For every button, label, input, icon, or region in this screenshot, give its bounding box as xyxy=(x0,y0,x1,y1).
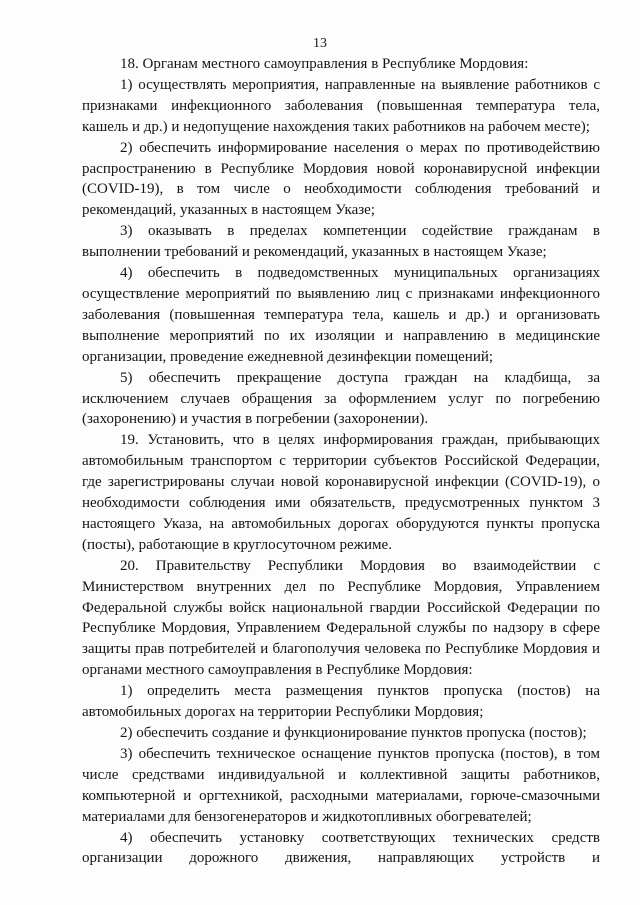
paragraph-18-item-5: 5) обеспечить прекращение доступа граждан на кладбища, за исключением случаев обращения за оформлением услуг по погребению (захоронению) и участия в погребении (захоронении). xyxy=(82,369,600,428)
paragraph-20-item-1: 1) определить места размещения пунктов пропуска (постов) на автомобильных дорогах на территории Республики Мордовия; xyxy=(82,683,600,721)
paragraph-18-item-2: 2) обеспечить информирование населения о мерах по противодействию распространению в Республике Мордовия новой коронавирусной инфекции (COVID-19), в том числе о необходимости соблюдения требований и рекомендаций, указанных в настоящем Указе; xyxy=(82,139,600,219)
page-number: 13 xyxy=(313,36,327,51)
paragraph-19: 19. Установить, что в целях информирования граждан, прибывающих автомобильным транспортом с территории субъектов Российской Федерации, где зарегистрированы случаи новой коронавирусной инфекции (COVID-19), о необходимости соблюдения ими обязательств, предусмотренных пунктом 3 настоящего Указа, на автомобильных дорогах оборудуются пункты пропуска (посты), работающие в круглосуточном режиме. xyxy=(82,432,600,553)
paragraph-18-item-4: 4) обеспечить в подведомственных муниципальных организациях осуществление мероприятий по выявлению лиц с признаками инфекционного заболевания (повышенная температура тела, кашель и др.) и организовать выполнение мероприятий по их изоляции и направлению в медицинские организации, проведение ежедневной дезинфекции помещений; xyxy=(82,265,600,365)
document-body xyxy=(82,54,600,869)
paragraph-20-item-4: 4) обеспечить установку соответствующих технических средств организации дорожного движения, направляющих устройств и xyxy=(82,829,600,867)
paragraph-18-item-1: 1) осуществлять мероприятия, направленные на выявление работников с признаками инфекционного заболевания (повышенная температура тела, кашель и др.) и недопущение нахождения таких работников на рабочем месте); xyxy=(82,76,600,135)
paragraph-20-item-2: 2) обеспечить создание и функционирование пунктов пропуска (постов); xyxy=(120,725,587,741)
paragraph-20-heading: 20. Правительству Республики Мордовия во взаимодействии с Министерством внутренних дел по Республике Мордовия, Управлением Федеральной службы войск национальной гвардии Российской Федерации по Республике Мордовия, Управлением Федеральной службы по надзору в сфере защиты прав потребителей и благополучия человека по Республике Мордовия и органами местного самоуправления в Республике Мордовия: xyxy=(82,557,600,679)
paragraph-18-heading: 18. Органам местного самоуправления в Республике Мордовия: xyxy=(120,56,529,72)
paragraph-18-item-3: 3) оказывать в пределах компетенции содействие гражданам в выполнении требований и рекомендаций, указанных в настоящем Указе; xyxy=(82,223,600,261)
paragraph-20-item-3: 3) обеспечить техническое оснащение пунктов пропуска (постов), в том числе средствами индивидуальной и коллективной защиты работников, компьютерной и оргтехникой, расходными материалами, горюче-смазочными материалами для бензогенераторов и жидкотопливных обогревателей; xyxy=(82,745,600,825)
